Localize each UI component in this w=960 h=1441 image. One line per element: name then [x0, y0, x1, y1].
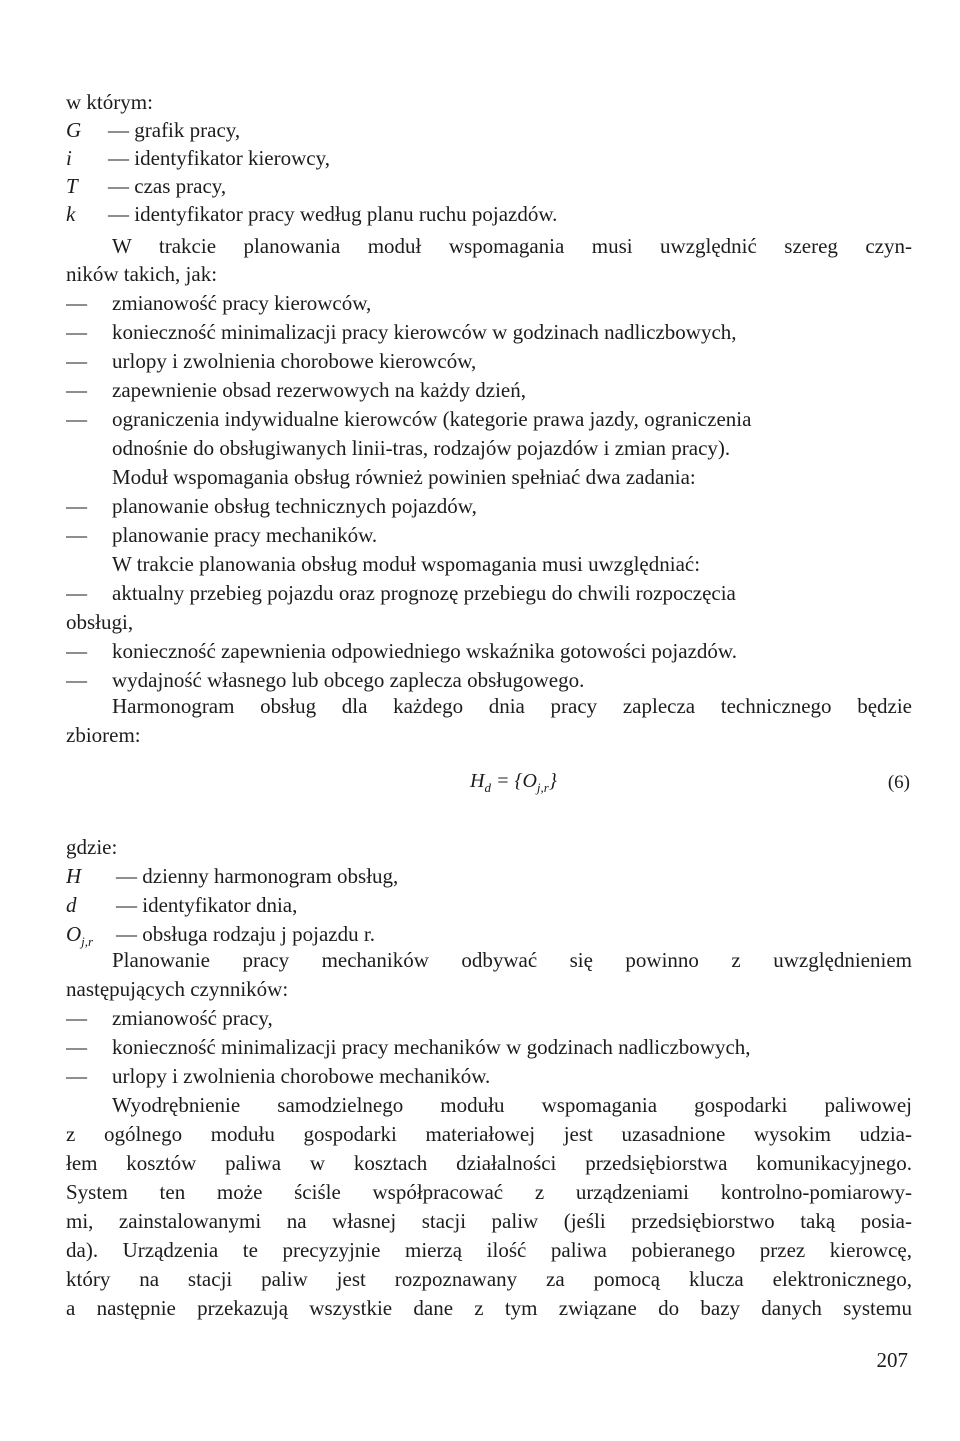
formula-rhs-subscript: j,r	[536, 780, 549, 795]
def-symbol-base: O	[66, 922, 82, 946]
def-text: — dzienny harmonogram obsług,	[116, 864, 399, 888]
list-item-continuation: odnośnie do obsługiwanych linii-tras, rodzajów pojazdów i zmian pracy).	[112, 436, 731, 460]
list-item-text: urlopy i zwolnienia chorobowe kierowców,	[112, 349, 477, 373]
formula	[470, 770, 557, 796]
list-item	[66, 376, 912, 404]
def-symbol: i	[66, 146, 72, 170]
list-item-text: ograniczenia indywidualne kierowców (kategorie prawa jazdy, ograniczenia	[112, 407, 752, 431]
paragraph-line: który na stacji paliw jest rozpoznawany za pomocą klucza elektronicznego,	[66, 1267, 912, 1291]
list-item-text: konieczność minimalizacji pracy kierowców w godzinach nadliczbowych,	[112, 320, 737, 344]
paragraph-line: mi, zainstalowanymi na własnej stacji paliw (jeśli przedsiębiorstwo taką posia-	[66, 1209, 912, 1233]
def-symbol-subscript: j,r	[81, 934, 94, 950]
def-symbol: d	[66, 893, 77, 917]
def-symbol: H	[66, 864, 82, 888]
list-item-text: wydajność własnego lub obcego zaplecza obsługowego.	[112, 668, 585, 692]
list-item-text: konieczność zapewnienia odpowiedniego wskaźnika gotowości pojazdów.	[112, 639, 737, 663]
list-item	[66, 405, 912, 433]
paragraph-line: Wyodrębnienie samodzielnego modułu wspomagania gospodarki paliwowej	[112, 1093, 912, 1117]
def-text: — identyfikator dnia,	[116, 893, 298, 917]
list-item-text: zmianowość pracy,	[112, 1006, 273, 1030]
def-symbol: G	[66, 118, 82, 142]
paragraph-line: a następnie przekazują wszystkie dane z tym związane do bazy danych systemu	[66, 1296, 912, 1320]
def-row	[66, 862, 912, 890]
list-item-text: urlopy i zwolnienia chorobowe mechaników.	[112, 1064, 491, 1088]
list-item-text: planowanie obsług technicznych pojazdów,	[112, 494, 477, 518]
paragraph-line: W trakcie planowania moduł wspomagania musi uwzględnić szereg czyn-	[112, 234, 912, 258]
dash-bullet: —	[66, 407, 87, 431]
paragraph-line: ników takich, jak:	[66, 262, 218, 286]
def-text: — obsługa rodzaju j pojazdu r.	[116, 922, 375, 946]
dash-bullet: —	[66, 378, 87, 402]
formula-close: }	[548, 770, 557, 792]
paragraph-line: następujących czynników:	[66, 977, 289, 1001]
list-item	[66, 1004, 912, 1032]
list-item-text: zapewnienie obsad rezerwowych na każdy dzień,	[112, 378, 526, 402]
dash-bullet: —	[66, 291, 87, 315]
paragraph-line: Moduł wspomagania obsług również powinien spełniać dwa zadania:	[112, 465, 696, 489]
def-row	[66, 891, 912, 919]
dash-bullet: —	[66, 523, 87, 547]
def-text: — identyfikator kierowcy,	[108, 146, 330, 170]
where-lead: gdzie:	[66, 835, 118, 859]
def-text: — identyfikator pracy według planu ruchu pojazdów.	[108, 202, 558, 226]
list-item-text: aktualny przebieg pojazdu oraz prognozę przebiegu do chwili rozpoczęcia	[112, 581, 736, 605]
intro-lead: w którym:	[66, 90, 153, 114]
list-item-continuation: obsługi,	[66, 610, 134, 634]
list-item	[66, 318, 912, 346]
list-item	[66, 666, 912, 694]
list-item	[66, 637, 912, 665]
dash-bullet: —	[66, 668, 87, 692]
def-text: — czas pracy,	[108, 174, 227, 198]
dash-bullet: —	[66, 581, 87, 605]
paragraph-line: zbiorem:	[66, 723, 141, 747]
formula-lhs: H	[470, 770, 485, 792]
paragraph-line: System ten może ściśle współpracować z urządzeniami kontrolno-pomiarowy-	[66, 1180, 912, 1204]
def-row	[66, 144, 912, 172]
def-symbol	[66, 920, 116, 956]
paragraph-line: da). Urządzenia te precyzyjnie mierzą ilość paliwa pobieranego przez kierowcę,	[66, 1238, 912, 1262]
formula-eq: = {O	[490, 770, 537, 792]
list-item	[66, 492, 912, 520]
paragraph-line: Harmonogram obsług dla każdego dnia pracy zaplecza technicznego będzie	[112, 694, 912, 718]
paragraph-line: z ogólnego modułu gospodarki materiałowej jest uzasadnione wysokim udzia-	[66, 1122, 912, 1146]
paragraph-line: Planowanie pracy mechaników odbywać się powinno z uwzględnieniem	[112, 948, 912, 972]
list-item	[66, 1062, 912, 1090]
dash-bullet: —	[66, 1064, 87, 1088]
list-item	[66, 1033, 912, 1061]
page-number: 207	[876, 1348, 908, 1372]
paragraph-line: łem kosztów paliwa w kosztach działalności przedsiębiorstwa komunikacyjnego.	[66, 1151, 912, 1175]
def-symbol: k	[66, 202, 76, 226]
def-row	[66, 200, 912, 228]
dash-bullet: —	[66, 1035, 87, 1059]
list-item	[66, 521, 912, 549]
dash-bullet: —	[66, 494, 87, 518]
dash-bullet: —	[66, 349, 87, 373]
list-item	[66, 289, 912, 317]
list-item-text: konieczność minimalizacji pracy mechaników w godzinach nadliczbowych,	[112, 1035, 751, 1059]
dash-bullet: —	[66, 320, 87, 344]
equation-number: (6)	[887, 772, 910, 793]
dash-bullet: —	[66, 1006, 87, 1030]
dash-bullet: —	[66, 639, 87, 663]
list-item-text: planowanie pracy mechaników.	[112, 523, 378, 547]
def-text: — grafik pracy,	[108, 118, 241, 142]
list-item	[66, 579, 912, 607]
list-item	[66, 347, 912, 375]
def-row	[66, 172, 912, 200]
formula-lhs-subscript: d	[484, 780, 491, 795]
def-row	[66, 116, 912, 144]
paragraph-line: W trakcie planowania obsług moduł wspomagania musi uwzględniać:	[112, 552, 701, 576]
list-item-text: zmianowość pracy kierowców,	[112, 291, 372, 315]
def-symbol: T	[66, 174, 78, 198]
